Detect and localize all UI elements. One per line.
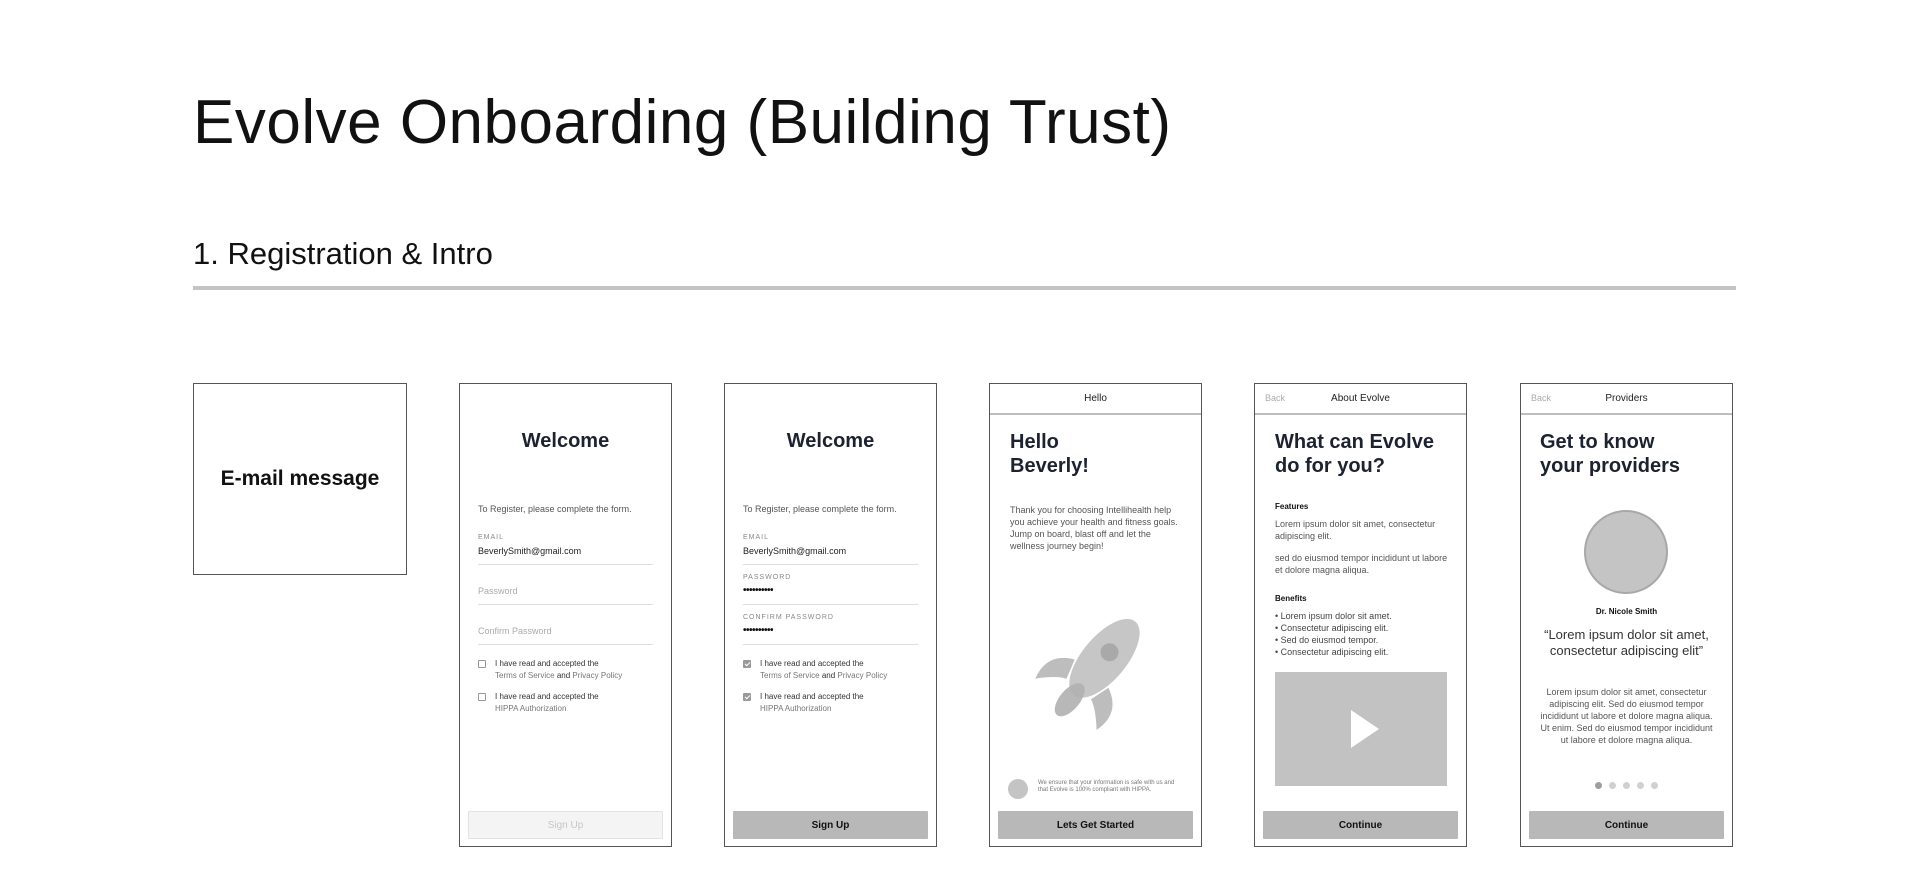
email-label: EMAIL [478,534,505,541]
terms-text: I have read and accepted the Terms of Service and Privacy Policy [495,659,623,680]
lets-get-started-button[interactable]: Lets Get Started [998,811,1193,839]
about-heading: What can Evolve do for you? [1275,431,1434,477]
terms-text: I have read and accepted the Terms of Service and Privacy Policy [760,659,888,680]
nav-bar [1521,384,1732,415]
sign-up-button[interactable]: Sign Up [733,811,928,839]
welcome-heading: Welcome [786,430,875,452]
section-title: 1. Registration & Intro [193,236,493,271]
welcome-heading: Welcome [521,430,610,452]
terms-checkbox[interactable] [478,660,486,668]
pager-dot[interactable] [1609,782,1616,789]
hippa-link[interactable]: HIPPA Authorization [760,704,832,713]
features-text-1: Lorem ipsum dolor sit amet, consectetur adipiscing elit. [1275,519,1436,541]
list-item: • Consectetur adipiscing elit. [1275,647,1389,657]
nav-title: Hello [1084,393,1107,404]
nav-title: Providers [1605,393,1648,404]
privacy-policy-link[interactable]: Privacy Policy [837,671,888,680]
pager-dot[interactable] [1651,782,1658,789]
hello-body: Thank you for choosing Intellihealth help you achieve your health and fitness goals. Jump on board, blast off and let the wellness journey begin! [1010,505,1178,551]
hippa-text: I have read and accepted the HIPPA Authorization [760,692,864,713]
email-message-label: E-mail message [220,467,380,490]
confirm-underline [743,644,918,645]
page-indicator[interactable] [1521,782,1732,789]
nav-title: About Evolve [1331,393,1390,404]
benefits-list [1275,610,1392,658]
email-underline [478,564,653,565]
password-field[interactable]: •••••••••• [743,585,774,596]
doctor-name: Dr. Nicole Smith [1595,607,1658,616]
confirm-password-label: CONFIRM PASSWORD [743,614,834,621]
terms-of-service-link[interactable]: Terms of Service [495,671,555,680]
terms-of-service-link[interactable]: Terms of Service [760,671,820,680]
hello-frame [989,383,1202,847]
list-item: • Sed do eiusmod tempor. [1275,635,1379,645]
hippa-text: I have read and accepted the HIPPA Authorization [495,692,599,713]
register-intro: To Register, please complete the form. [478,504,632,514]
terms-checkbox-checked[interactable] [743,660,751,668]
password-underline [478,604,653,605]
hippa-checkbox-checked[interactable] [743,693,751,701]
back-button[interactable]: Back [1531,393,1552,403]
continue-button[interactable]: Continue [1263,811,1458,839]
email-label: EMAIL [743,534,770,541]
about-frame [1254,383,1467,847]
pager-dot[interactable] [1623,782,1630,789]
password-label: PASSWORD [743,574,792,581]
continue-button[interactable]: Continue [1529,811,1724,839]
hello-heading: Hello Beverly! [1010,431,1089,477]
privacy-policy-link[interactable]: Privacy Policy [572,671,623,680]
list-item: • Consectetur adipiscing elit. [1275,623,1389,633]
hippa-link[interactable]: HIPPA Authorization [495,704,567,713]
email-underline [743,564,918,565]
nav-bar [1255,384,1466,415]
password-underline [743,604,918,605]
features-heading: Features [1275,502,1309,511]
hippa-checkbox[interactable] [478,693,486,701]
email-message-frame [193,383,407,575]
pager-dot[interactable] [1595,782,1602,789]
register-filled-frame [724,383,937,847]
play-icon[interactable] [1351,710,1379,748]
pager-dot[interactable] [1637,782,1644,789]
avatar [1584,510,1668,594]
register-intro: To Register, please complete the form. [743,504,897,514]
doctor-bio: Lorem ipsum dolor sit amet, consectetur adipiscing elit. Sed do eiusmod tempor incididunt ut labore et dolore magna aliqua. Ut enim. Sed do eiusmod tempor incididunt ut labore et dolore magna aliqua. [1540,687,1713,745]
sign-up-button-disabled[interactable]: Sign Up [468,811,663,839]
confirm-password-field[interactable]: •••••••••• [743,625,774,636]
section-divider [193,286,1736,290]
list-item: • Lorem ipsum dolor sit amet. [1275,611,1392,621]
password-field[interactable]: Password [478,586,518,596]
rocket-icon [1028,596,1168,736]
video-player[interactable] [1275,672,1447,786]
providers-heading: Get to know your providers [1540,431,1681,477]
hippa-note: We ensure that your information is safe with us and that Evolve is 100% compliant with HIPPA. [1038,780,1175,793]
back-button[interactable]: Back [1265,393,1286,403]
hippa-badge-icon [1008,779,1028,799]
register-empty-frame [459,383,672,847]
doctor-quote: “Lorem ipsum dolor sit amet, consectetur adipiscing elit” [1544,627,1709,658]
email-field[interactable]: BeverlySmith@gmail.com [478,546,582,556]
benefits-heading: Benefits [1275,594,1307,603]
confirm-underline [478,644,653,645]
page-title: Evolve Onboarding (Building Trust) [193,88,1172,157]
features-text-2: sed do eiusmod tempor incididunt ut labore et dolore magna aliqua. [1275,553,1448,575]
nav-bar [990,384,1201,415]
providers-frame [1520,383,1733,847]
email-field[interactable]: BeverlySmith@gmail.com [743,546,847,556]
confirm-password-field[interactable]: Confirm Password [478,626,552,636]
